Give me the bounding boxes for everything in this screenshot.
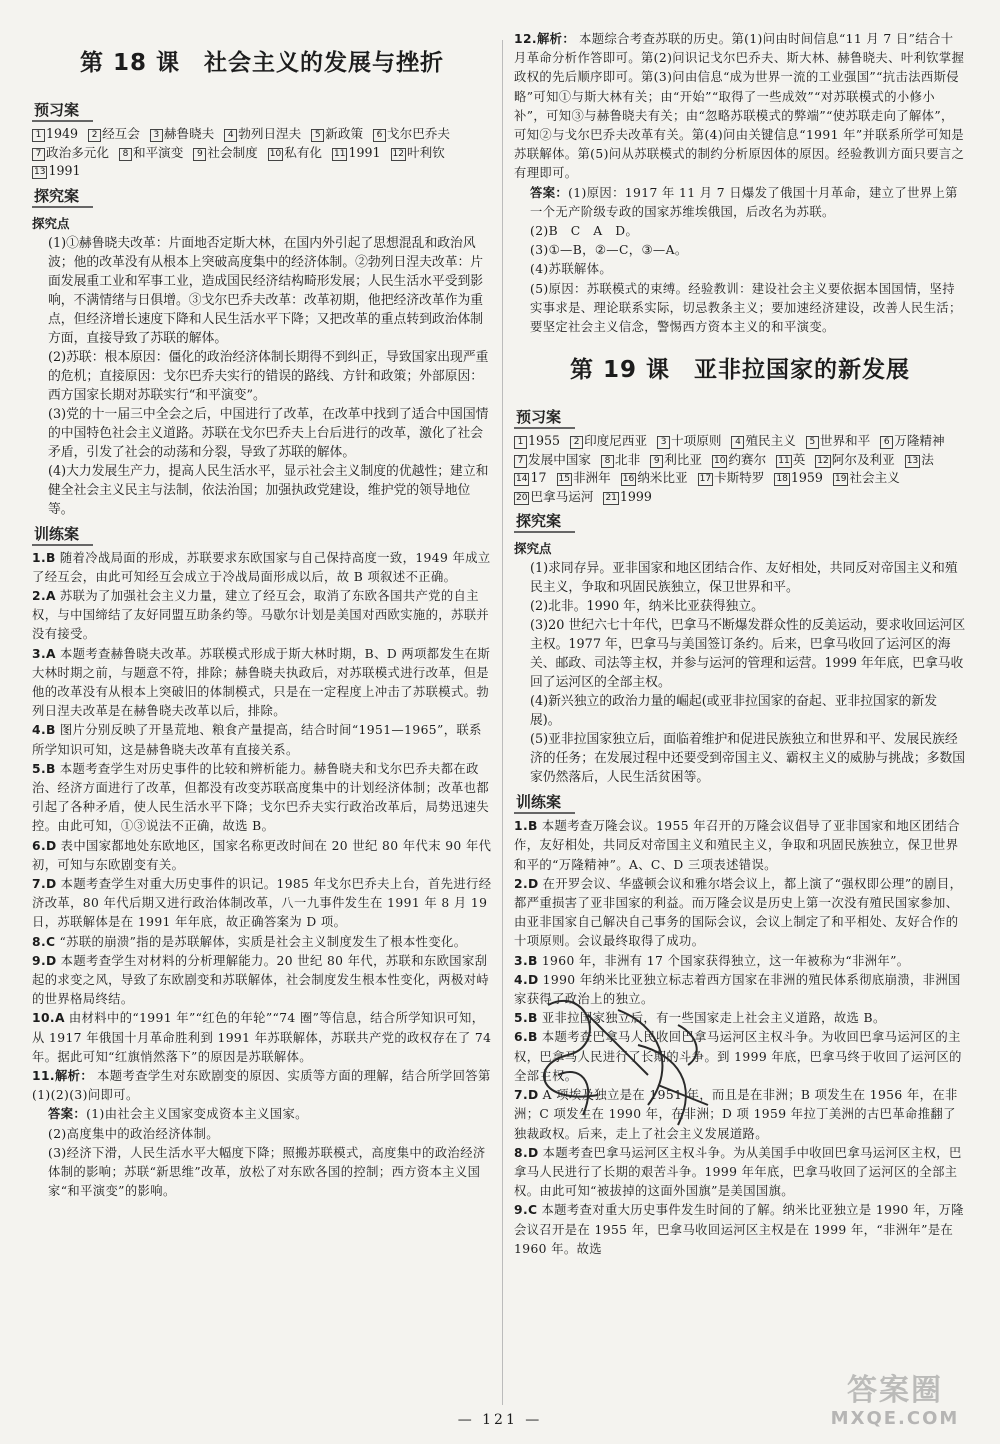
preview-item — [603, 489, 652, 504]
answer-item — [514, 817, 966, 875]
answer-number: 3.A — [32, 646, 56, 661]
preview-item-text: 社会主义 — [849, 470, 900, 486]
preview-item-text: 万隆精神 — [894, 433, 945, 449]
lesson-19-explore-heading: 探究案 — [514, 510, 575, 533]
preview-item-text: 17 — [530, 470, 547, 486]
lesson-18-preview-heading: 预习案 — [32, 99, 93, 122]
watermark-text: 答案圈 — [847, 1373, 943, 1408]
preview-item — [833, 470, 900, 485]
preview-item-text: 1991 — [348, 144, 381, 160]
preview-item — [268, 145, 322, 160]
answer-item — [32, 549, 492, 587]
answer-text: 本题考查学生对材料的分析理解能力。20 世纪 80 年代，苏联和东欧国家刮起的求变之风，导致了东欧剧变和苏联解体，社会制度发生根本性变化，两极对峙的世界格局终结。 — [32, 953, 490, 1007]
lesson-19-preview-list — [514, 432, 966, 506]
q12-answer-line: (3)①—B，②—C，③—A。 — [530, 243, 688, 258]
preview-item-number: 2 — [570, 436, 583, 449]
answer-text: 苏联为了加强社会主义力量，建立了经互会，取消了东欧各国共产党的自主权，与中国缔结了友好同盟互助条约等。马歇尔计划是美国对西欧实施的，苏联并没有接受。 — [32, 588, 490, 642]
answer-text: 在开罗会议、华盛顿会议和雅尔塔会议上，都上演了“强权即公理”的剧目，都严重损害了亚非国家的利益。而万隆会议是历史上第一次没有殖民国家参加、由亚非国家自己解决自己事务的国际会议，会议上制定了和平相处、友好合作的十项原则。会议最终取得了成功。 — [514, 876, 963, 949]
preview-item-text: 北非 — [614, 451, 641, 467]
preview-item-number: 13 — [34, 167, 46, 177]
preview-item-number: 4 — [731, 436, 744, 449]
answer-text: “苏联的崩溃”指的是苏联解体，实质是社会主义制度发生了根本性变化。 — [59, 934, 467, 949]
preview-item-text: 1949 — [46, 126, 79, 141]
answer-number: 12.解析： — [514, 32, 576, 46]
preview-item-text: 十项原则 — [671, 433, 722, 449]
preview-item — [657, 433, 721, 448]
answer-item — [514, 1009, 966, 1028]
q11-answer — [32, 1105, 492, 1124]
preview-item-text: 戈尔巴乔夫 — [387, 126, 451, 141]
preview-item-text: 私有化 — [284, 144, 322, 160]
lesson-19-explore-para: (1)求同存异。亚非国家和地区团结合作、友好相处，共同反对帝国主义和殖民主义，争取和巩固民族独立，保卫世界和平。 — [530, 561, 958, 596]
lesson-19-explore-para: (5)亚非拉国家独立后，面临着维护和促进民族独立和世界和平、发展民族经济的任务；在发展过程中还要受到帝国主义、霸权主义的威胁与挑战；多数国家仍然落后，人民生活贫困等。 — [530, 732, 966, 786]
preview-item-number: 15 — [558, 474, 570, 485]
answer-text: A 项埃及独立是在 1951 年，而且是在非洲；B 项发生在 1956 年，在非洲；C 项发生在 1990 年，在非洲；D 项 1959 年拉丁美洲的古巴革命推翻了独裁政权。后来，走上了社会主义发展道路。 — [514, 1088, 958, 1141]
answer-number: 8.C — [32, 934, 56, 949]
preview-item-number: 9 — [193, 148, 206, 161]
answer-number: 6.D — [32, 838, 57, 853]
preview-item-text: 经互会 — [102, 126, 140, 141]
answer-number: 10.A — [32, 1011, 65, 1026]
preview-item-number: 8 — [119, 148, 132, 161]
preview-item-text: 殖民主义 — [745, 433, 796, 449]
answer-text: 随着冷战局面的形成，苏联要求东欧国家与自己保持高度一致，1949 年成立了经互会，由此可知经互会成立于冷战局面形成以后，故 B 项叙述不正确。 — [32, 550, 491, 584]
preview-item — [570, 433, 647, 448]
preview-item-number: 7 — [32, 148, 45, 161]
lesson-19-training-heading: 训练案 — [514, 791, 575, 814]
q12-answer-line: (5)原因：苏联模式的束缚。经验教训：建设社会主义要依据本国国情，坚持实事求是、理论联系实际，切忌教条主义；要加速经济建设，改善人民生活；要坚定社会主义信念，警惕西方资本主义的和平演变。 — [530, 281, 962, 335]
preview-item-text: 法 — [921, 451, 934, 467]
left-column — [32, 30, 492, 1201]
preview-item — [776, 452, 805, 467]
preview-item — [774, 470, 823, 485]
preview-item — [332, 145, 381, 160]
preview-item-text: 勃列日涅夫 — [238, 126, 302, 141]
preview-item-number: 6 — [880, 436, 893, 449]
preview-item-text: 1959 — [790, 470, 823, 486]
preview-item-number: 8 — [601, 455, 614, 468]
answer-item — [514, 1086, 966, 1144]
answer-text: 本题考查赫鲁晓夫改革。苏联模式形成于斯大林时期，B、D 两项都发生在斯大林时期之前，与题意不符，排除；赫鲁晓夫执政后，对苏联模式进行改革，但是他的改革没有从根本上突破旧的体制模式，只是在一定程度上冲击了苏联模式。勃列日涅夫改革是在赫鲁晓夫改革以后，排除。 — [32, 646, 491, 719]
preview-item — [373, 126, 450, 141]
preview-item — [193, 145, 257, 160]
preview-item-number: 21 — [605, 492, 617, 503]
preview-item — [88, 126, 140, 141]
preview-item — [514, 470, 546, 485]
preview-item — [601, 452, 640, 467]
answer-item — [32, 837, 492, 875]
answer-item — [514, 952, 966, 971]
preview-item-text: 1955 — [528, 433, 561, 449]
lesson-18-training-heading: 训练案 — [32, 523, 93, 546]
q12-answer-line: (1)原因：1917 年 11 月 7 日爆发了俄国十月革命，建立了世界上第一个无产阶级专政的国家苏维埃俄国，后改名为苏联。 — [530, 185, 958, 219]
lesson-19-explore-para: (2)北非。1990 年，纳米比亚获得独立。 — [530, 599, 764, 615]
answer-number: 3.B — [514, 953, 538, 968]
answer-item — [514, 1028, 966, 1086]
preview-item-text: 新政策 — [325, 126, 364, 141]
q12-answer-line: (2)B C A D。 — [530, 224, 639, 239]
answer-text: 本题考查万隆会议。1955 年召开的万隆会议倡导了亚非国家和地区团结合作，友好相处，共同反对帝国主义和殖民主义，争取和巩固民族独立，保卫世界和平的“万隆精神”。A、C、D 三项表述错误。 — [514, 819, 960, 872]
answer-number: 5.B — [32, 761, 56, 776]
answer-item — [514, 1144, 966, 1202]
preview-item-number: 7 — [514, 455, 527, 468]
preview-item-number: 4 — [224, 129, 237, 142]
preview-item-text: 印度尼西亚 — [584, 433, 648, 449]
answer-number: 4.B — [32, 723, 56, 738]
lesson-18-explore-subheading: 探究点 — [32, 215, 70, 231]
answer-number: 1.B — [32, 550, 56, 565]
preview-item-text: 和平演变 — [132, 144, 184, 160]
preview-item — [815, 452, 894, 467]
preview-item — [150, 126, 214, 141]
preview-item — [119, 145, 183, 160]
preview-item-text: 巴拿马运河 — [530, 488, 594, 504]
preview-item — [391, 145, 445, 160]
q12-answer — [514, 184, 966, 222]
preview-item — [621, 470, 688, 485]
preview-item-text: 利比亚 — [664, 451, 702, 467]
preview-item-text: 1991 — [48, 163, 81, 178]
right-column — [514, 30, 966, 1259]
preview-item — [224, 126, 301, 141]
preview-item-text: 卡斯特罗 — [714, 470, 765, 486]
lesson-18-preview-list — [32, 125, 492, 181]
answer-item — [32, 721, 492, 759]
lesson-19-explore-para: (4)新兴独立的政治力量的崛起(或亚非拉国家的奋起、亚非拉国家的新发展)。 — [530, 694, 938, 729]
answer-number: 2.A — [32, 588, 56, 603]
q12-answer-line: (4)苏联解体。 — [530, 262, 613, 277]
preview-item-text: 非洲年 — [572, 470, 611, 486]
answer-text: 1990 年纳米比亚独立标志着西方国家在非洲的殖民体系彻底崩溃，非洲国家获得了政治上的独立。 — [514, 972, 961, 1007]
preview-item-number: 19 — [834, 474, 847, 485]
preview-item-text: 英 — [792, 451, 806, 467]
preview-item-number: 5 — [806, 436, 819, 449]
preview-item — [905, 452, 934, 467]
preview-item-text: 叶利钦 — [407, 144, 445, 160]
preview-item-text: 社会制度 — [207, 144, 258, 160]
answer-number: 8.D — [514, 1145, 539, 1160]
preview-item-text: 世界和平 — [819, 433, 871, 449]
preview-item — [514, 489, 593, 504]
answer-number: 4.D — [514, 972, 539, 987]
answer-number: 9.D — [32, 953, 57, 968]
preview-item — [514, 433, 560, 448]
page-number: — 121 — — [457, 1412, 543, 1428]
q12-analysis — [514, 30, 966, 184]
preview-item-number: 10 — [269, 148, 282, 159]
answer-item — [32, 952, 492, 1010]
q11-answer-line: (1)由社会主义国家变成资本主义国家。 — [86, 1107, 308, 1122]
preview-item — [806, 433, 870, 448]
lesson-18-title: 第 18 课 社会主义的发展与挫折 — [79, 50, 445, 76]
q11-answer-line: (3)经济下滑，人民生活水平大幅度下降；照搬苏联模式，高度集中的政治经济体制的影响；苏联“新思维”改革，放松了对东欧各国的控制；西方资本主义国家“和平演变”的影响。 — [48, 1145, 486, 1199]
answer-number: 2.D — [514, 876, 539, 891]
answer-number: 5.B — [514, 1011, 538, 1026]
preview-item — [311, 126, 363, 141]
preview-item-number: 1 — [32, 129, 45, 142]
answer-text: 本题考查巴拿马运河区主权斗争。为从美国手中收回巴拿马运河区主权，巴拿马人民进行了长期的艰苦斗争。1999 年年底，巴拿马收回了运河区的全部主权。由此可知“被拔掉的这面外国旗”是美国国旗。 — [514, 1145, 962, 1199]
preview-item-number: 11 — [778, 455, 790, 466]
preview-item — [32, 163, 81, 178]
preview-item — [32, 145, 109, 160]
answer-text: 表中国家都地处东欧地区，国家名称更改时间在 20 世纪 80 年代末 90 年代初，可知与东欧剧变有关。 — [32, 838, 492, 872]
answer-item — [32, 1067, 492, 1105]
preview-item-number: 2 — [88, 129, 101, 142]
preview-item-number: 11 — [334, 148, 346, 159]
answer-text: 本题考查巴拿马人民收回巴拿马运河区主权斗争。为收回巴拿马运河区的主权，巴拿马人民进行了长期的斗争。到 1999 年底，巴拿马终于收回了运河区的全部主权。 — [514, 1030, 962, 1083]
preview-item — [731, 433, 795, 448]
answer-text: 本题综合考查苏联的历史。第(1)问由时间信息“11 月 7 日”结合十月革命分析作答即可。第(2)问识记戈尔巴乔夫、斯大林、赫鲁晓夫、叶利钦掌握政权的先后顺序即可。第(3)问由信息“成为世界一流的工业强国”“抗击法西斯侵略”可知①与斯大林有关；由“开始”“取得了一些成效”“对苏联模式的小修小补”，可知③与赫鲁晓夫有关；由“忽略苏联模式的弊端”“使苏联走向了解体”，可知②与戈尔巴乔夫改革有关。第(4)问由关键信息“1991 年”并联系所学可知是苏联解体。第(5)问从苏联模式的制约分析原因体的原因。经验教训方面只要言之有理即可。 — [514, 32, 965, 181]
preview-item-number: 10 — [713, 455, 726, 466]
preview-item — [32, 126, 78, 141]
answer-text: 1960 年，非洲有 17 个国家获得独立，这一年被称为“非洲年”。 — [541, 953, 910, 968]
answer-item — [32, 875, 492, 933]
preview-item-number: 12 — [817, 455, 829, 466]
lesson-19-preview-heading: 预习案 — [514, 406, 575, 429]
preview-item-number: 1 — [514, 436, 527, 449]
preview-item-number: 20 — [516, 492, 528, 503]
answer-item — [32, 587, 492, 645]
lesson-18-explore-para: (1)①赫鲁晓夫改革：片面地否定斯大林，在国内外引起了思想混乱和政治风波；他的改革没有从根本上突破高度集中的经济体制。②勃列日涅夫改革：片面发展重工业和军事工业，造成国民经济结构畸形发展；人民生活水平受到影响，不满情绪与日俱增。③戈尔巴乔夫改革：改革初期，他把经济改革作为重点，但经济增长速度下降和人民生活水平下降；又把改革的重点转到政治体制方面，直接导致了苏联的解体。 — [48, 235, 484, 346]
answer-item — [32, 760, 492, 837]
answer-number: 7.D — [32, 876, 57, 891]
lesson-19-answers — [514, 817, 966, 1259]
q12-answer-label: 答案： — [530, 185, 569, 200]
answer-text: 图片分别反映了开垦荒地、粮食产量提高，结合时间“1951—1965”，联系所学知识可知，这是赫鲁晓夫改革有直接关系。 — [32, 723, 482, 757]
preview-item-number: 18 — [776, 474, 788, 485]
preview-item-text: 1999 — [619, 488, 652, 504]
preview-item-number: 16 — [622, 474, 635, 485]
lesson-18-explore-heading: 探究案 — [32, 185, 93, 208]
answer-item — [32, 933, 492, 952]
preview-item — [514, 452, 591, 467]
lesson-18-explore-para: (2)苏联：根本原因：僵化的政治经济体制长期得不到纠正，导致国家出现严重的危机；直接原因：戈尔巴乔夫实行的错误的路线、方针和政策；外部原因：西方国家长期对苏联实行“和平演变”。 — [48, 349, 489, 403]
answer-text: 由材料中的“1991 年”“红色的年轮”“74 圈”等信息，结合所学知识可知，从 1917 年俄国十月革命胜利到 1991 年苏联解体，苏联共产党的政权存在了 74 年。据此可知“红旗悄然落下”的原因是苏联解体。 — [32, 1011, 492, 1064]
lesson-19-explore-para: (3)20 世纪六七十年代，巴拿马不断爆发群众性的反美运动，要求收回运河区主权。1977 年，巴拿马与美国签订条约。后来，巴拿马收回了运河区的海关、邮政、司法等主权，并参与运河的管理和运营。1999 年年底，巴拿马收回了运河区的全部主权。 — [530, 618, 966, 691]
column-divider — [502, 40, 503, 1405]
answer-text: 本题考查学生对历史事件的比较和辨析能力。赫鲁晓夫和戈尔巴乔夫都在政治、经济方面进行了改革，但都没有改变苏联高度集中的计划经济体制；改革也都引起了各种矛盾，使人民生活水平下降；戈尔巴乔夫实行政治改革后，局势迅速失控。由此可知，①③说法不正确，故选 B。 — [32, 761, 490, 834]
watermark-url: MXQE.COM — [830, 1408, 960, 1429]
answer-item — [32, 645, 492, 722]
preview-item-text: 赫鲁晓夫 — [163, 126, 215, 141]
watermark-logo — [810, 1374, 980, 1436]
preview-item-text: 发展中国家 — [528, 451, 591, 467]
q11-answer-label: 答案： — [48, 1107, 87, 1122]
answer-number: 6.B — [514, 1030, 538, 1045]
preview-item — [880, 433, 944, 448]
answer-text: 本题考查学生对东欧剧变的原因、实质等方面的理解，结合所学回答第(1)(2)(3)问即可。 — [32, 1068, 491, 1103]
preview-item — [712, 452, 766, 467]
lesson-18-answers — [32, 549, 492, 1106]
answer-text: 本题考查学生对重大历史事件的识记。1985 年戈尔巴乔夫上台，首先进行经济改革，80 年代后期又进行政治体制改革，八一九事件发生在 1991 年 8 月 19 日，苏联解体是在 1991 年年底，故正确答案为 D 项。 — [32, 876, 492, 930]
preview-item — [557, 470, 611, 485]
preview-item — [650, 452, 702, 467]
answer-number: 9.C — [514, 1203, 538, 1218]
preview-item-text: 阿尔及利亚 — [831, 451, 895, 467]
answer-item — [514, 971, 966, 1009]
lesson-19-explore-subheading: 探究点 — [514, 541, 552, 557]
preview-item-number: 12 — [392, 148, 404, 159]
answer-number: 7.D — [514, 1088, 539, 1103]
preview-item-text: 纳米比亚 — [637, 470, 688, 486]
lesson-19-title: 第 19 课 亚非拉国家的新发展 — [569, 357, 911, 384]
answer-item — [514, 1201, 966, 1259]
preview-item-text: 约赛尔 — [728, 451, 767, 467]
preview-item-number: 3 — [150, 129, 163, 142]
preview-item — [698, 470, 765, 485]
lesson-18-explore-para: (3)党的十一届三中全会之后，中国进行了改革，在改革中找到了适合中国国情的中国特色社会主义道路。苏联在戈尔巴乔夫上台后进行的改革，激化了社会矛盾，引发了社会的动荡和分裂，导致了苏联的解体。 — [48, 406, 489, 460]
q11-answer-line: (2)高度集中的政治经济体制。 — [48, 1126, 219, 1141]
answer-item — [514, 875, 966, 952]
answer-text: 本题考查对重大历史事件发生时间的了解。纳米比亚独立是 1990 年，万隆会议召开是在 1955 年，巴拿马收回运河区主权是在 1999 年，“非洲年”是在 1960 年。故选 — [514, 1203, 964, 1256]
preview-item-number: 14 — [516, 474, 528, 485]
preview-item-number: 9 — [650, 455, 663, 468]
preview-item-number: 5 — [311, 129, 324, 142]
preview-item-text: 政治多元化 — [46, 144, 109, 160]
answer-item — [32, 1009, 492, 1067]
answer-text: 亚非拉国家独立后，有一些国家走上社会主义道路，故选 B。 — [541, 1011, 886, 1026]
preview-item-number: 6 — [373, 129, 386, 142]
answer-number: 11.解析： — [32, 1068, 94, 1083]
preview-item-number: 13 — [906, 455, 919, 466]
lesson-18-explore-para: (4)大力发展生产力，提高人民生活水平，显示社会主义制度的优越性；建立和健全社会主义民主与法制，依法治国；加强执政党建设，维护党的领导地位等。 — [48, 463, 489, 517]
preview-item-number: 17 — [699, 474, 712, 485]
answer-number: 1.B — [514, 819, 538, 834]
preview-item-number: 3 — [657, 436, 670, 449]
